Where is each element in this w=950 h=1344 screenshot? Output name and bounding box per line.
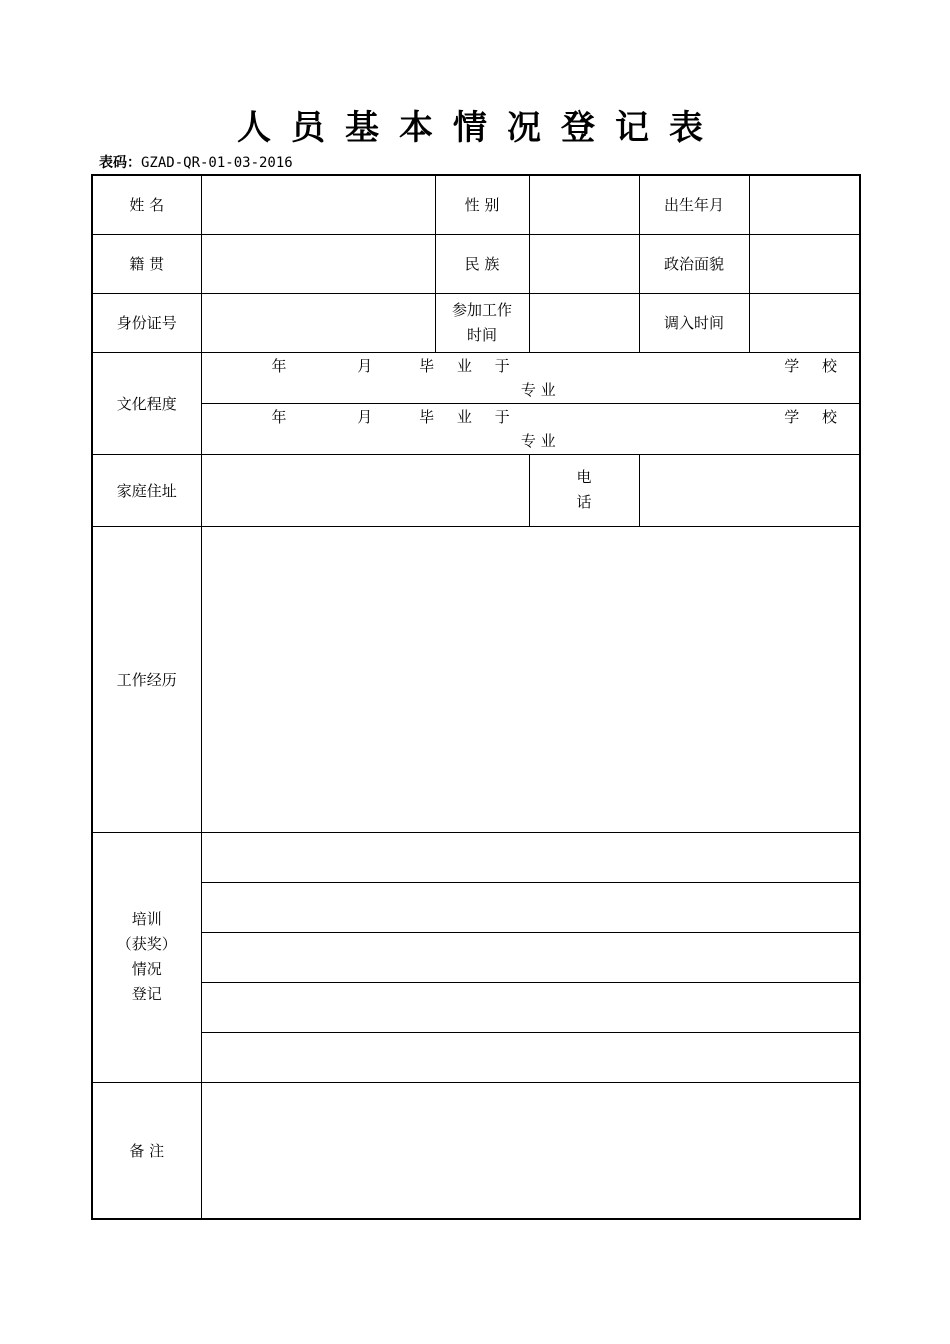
birth-date-field[interactable] [749,175,860,234]
phone-label-line2: 话 [576,493,592,511]
transfer-date-field[interactable] [749,293,860,352]
id-number-label: 身份证号 [92,293,201,352]
edu1-year: 年 [271,356,287,375]
edu2-school-1: 学 [784,407,800,426]
work-start-field[interactable] [529,293,639,352]
training-label-line3: 情况 [131,960,162,978]
edu2-school-2: 校 [821,407,837,426]
id-number-field[interactable] [201,293,435,352]
training-row-4[interactable] [201,982,860,1032]
edu1-grad-2: 业 [456,356,472,375]
edu1-school-1: 学 [784,356,800,375]
training-label-line2: （获奖） [116,935,177,953]
registration-table [91,174,861,1220]
name-field[interactable] [201,175,435,234]
edu1-grad-1: 毕 [419,356,435,375]
training-row-3[interactable] [201,932,860,982]
remarks-label: 备 注 [92,1082,201,1219]
native-place-field[interactable] [201,234,435,293]
training-row-2[interactable] [201,882,860,932]
edu2-year: 年 [271,407,287,426]
remarks-field[interactable] [201,1082,860,1219]
training-label-line4: 登记 [131,985,162,1003]
native-place-label: 籍 贯 [92,234,201,293]
home-address-field[interactable] [201,454,529,526]
edu2-major: 专 业 [520,431,556,450]
phone-label [529,454,639,526]
phone-field[interactable] [639,454,860,526]
gender-label: 性 别 [435,175,529,234]
phone-label-line1: 电 [576,468,592,486]
form-title: 人员基本情况登记表 [237,108,723,148]
birth-date-label: 出生年月 [639,175,749,234]
ethnicity-label: 民 族 [435,234,529,293]
form-code-label: 表码： [99,155,141,171]
edu2-month: 月 [357,407,373,426]
work-history-field[interactable] [201,526,860,832]
training-row-1[interactable] [201,832,860,882]
political-status-label: 政治面貌 [639,234,749,293]
edu1-month: 月 [357,356,373,375]
edu1-grad-3: 于 [494,356,510,375]
political-status-field[interactable] [749,234,860,293]
work-history-label: 工作经历 [92,526,201,832]
education-entry-1[interactable] [201,352,860,403]
training-row-5[interactable] [201,1032,860,1082]
edu2-grad-3: 于 [494,407,510,426]
training-label [92,832,201,1082]
training-label-line1: 培训 [131,910,162,928]
education-label: 文化程度 [92,352,201,454]
edu1-school-2: 校 [821,356,837,375]
transfer-date-label: 调入时间 [639,293,749,352]
edu1-major: 专 业 [520,380,556,399]
work-start-label [435,293,529,352]
education-entry-2[interactable] [201,403,860,454]
form-code [99,152,293,172]
work-start-label-line2: 时间 [466,325,497,344]
edu2-grad-2: 业 [456,407,472,426]
edu2-grad-1: 毕 [419,407,435,426]
home-address-label: 家庭住址 [92,454,201,526]
ethnicity-field[interactable] [529,234,639,293]
gender-field[interactable] [529,175,639,234]
form-code-value: GZAD-QR-01-03-2016 [141,155,293,171]
work-start-label-line1: 参加工作 [451,300,512,319]
name-label: 姓 名 [92,175,201,234]
